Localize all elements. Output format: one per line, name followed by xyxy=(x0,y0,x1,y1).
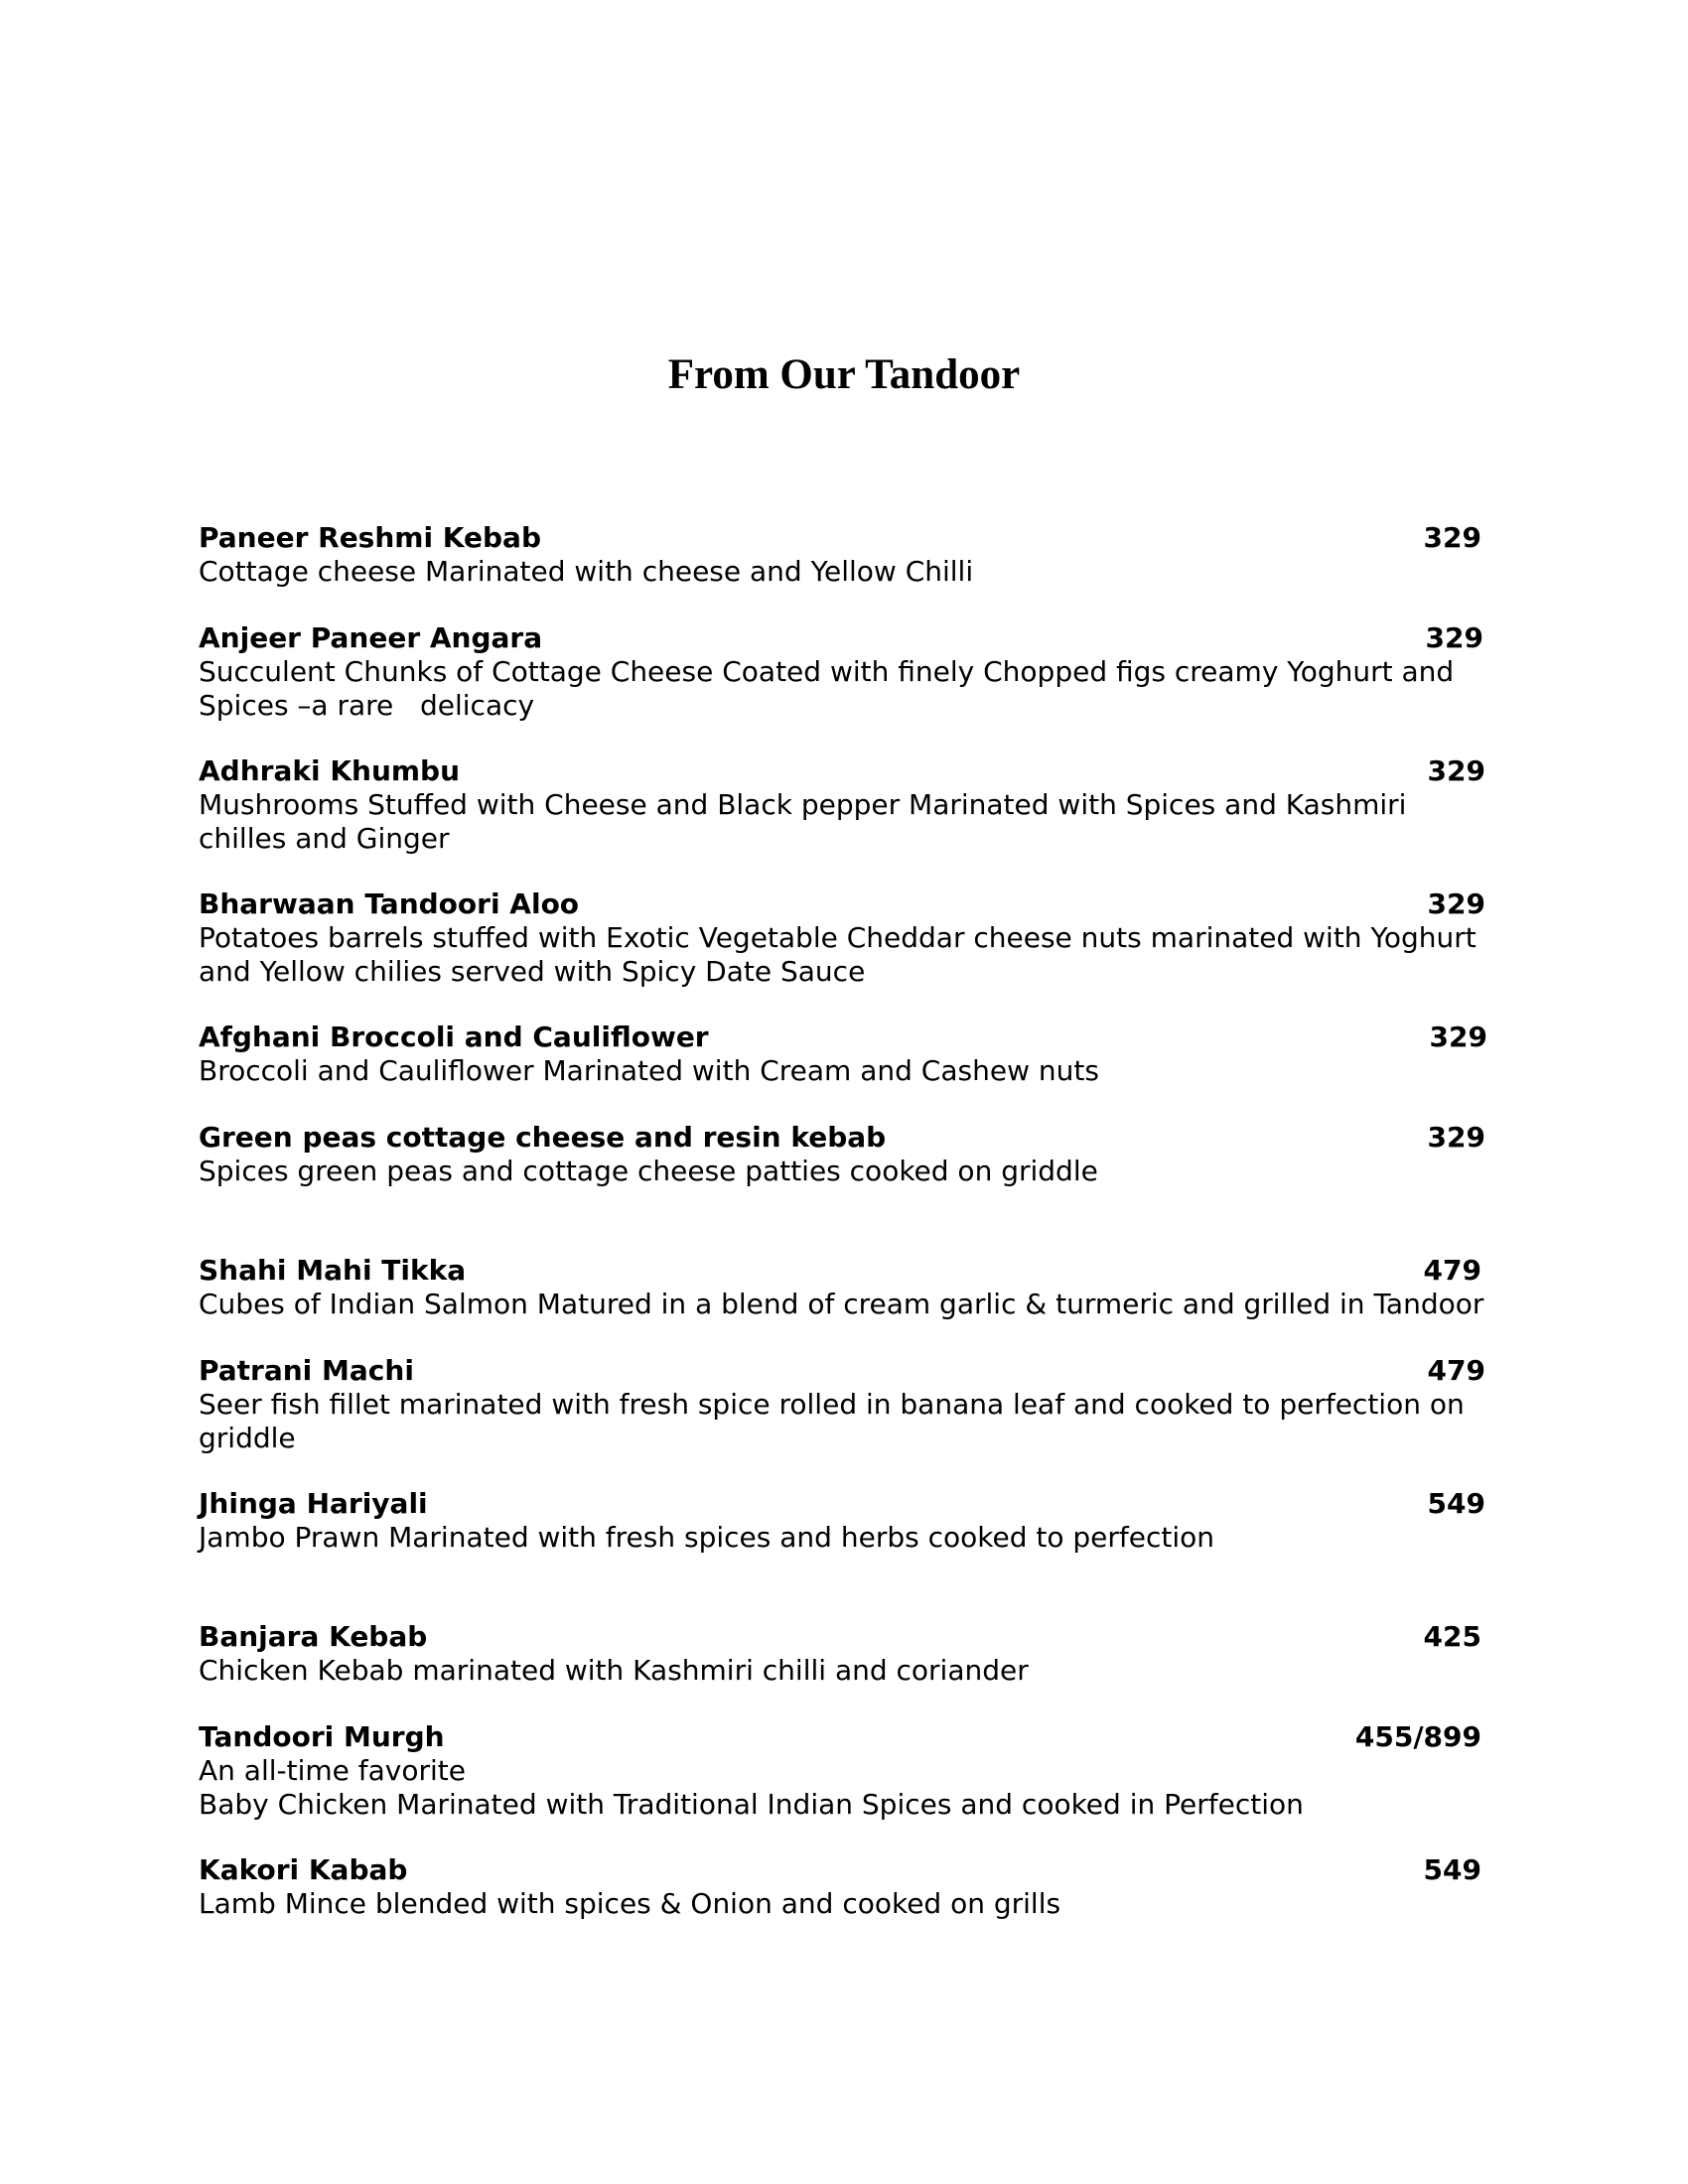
item-price: 425 xyxy=(1423,1620,1481,1653)
item-name: Patrani Machi xyxy=(199,1354,414,1387)
item-price: 479 xyxy=(1427,1354,1485,1387)
menu-item-afghani-broccoli-and-cauliflower xyxy=(199,1021,1489,1088)
menu-item-shahi-mahi-tikka xyxy=(199,1254,1489,1321)
item-description-line: Lamb Mince blended with spices & Onion and cooked on grills xyxy=(199,1887,1061,1920)
item-description-line: Chicken Kebab marinated with Kashmiri chilli and coriander xyxy=(199,1654,1029,1687)
item-description-line: griddle xyxy=(199,1422,296,1454)
item-description-line: Potatoes barrels stuffed with Exotic Vegetable Cheddar cheese nuts marinated with Yoghurt xyxy=(199,921,1477,954)
menu-item-patrani-machi xyxy=(199,1354,1489,1455)
item-description-line: and Yellow chilies served with Spicy Date Sauce xyxy=(199,955,866,988)
item-description-line: Spices –a rare delicacy xyxy=(199,689,535,722)
item-name: Adhraki Khumbu xyxy=(199,754,461,787)
menu-item-banjara-kebab xyxy=(199,1620,1489,1688)
item-name: Bharwaan Tandoori Aloo xyxy=(199,887,580,920)
menu-item-adhraki-khumbu xyxy=(199,754,1489,856)
item-description-line: chilles and Ginger xyxy=(199,822,450,855)
item-name: Banjara Kebab xyxy=(199,1620,428,1653)
item-price: 479 xyxy=(1423,1254,1481,1287)
item-description-line: Spices green peas and cottage cheese patties cooked on griddle xyxy=(199,1155,1098,1187)
item-description-line: An all-time favorite xyxy=(199,1754,466,1787)
item-price: 329 xyxy=(1427,1121,1485,1154)
item-name: Jhinga Hariyali xyxy=(199,1487,428,1520)
item-name: Afghani Broccoli and Cauliflower xyxy=(199,1021,709,1053)
menu-item-anjeer-paneer-angara xyxy=(199,621,1489,723)
item-name: Paneer Reshmi Kebab xyxy=(199,521,541,554)
item-name: Kakori Kabab xyxy=(199,1853,408,1886)
item-description-line: Baby Chicken Marinated with Traditional Indian Spices and cooked in Perfection xyxy=(199,1788,1304,1821)
menu-item-jhinga-hariyali xyxy=(199,1487,1489,1555)
item-name: Green peas cottage cheese and resin kebab xyxy=(199,1121,887,1154)
item-description-line: Succulent Chunks of Cottage Cheese Coated with finely Chopped figs creamy Yoghurt and xyxy=(199,655,1455,688)
item-description-line: Broccoli and Cauliflower Marinated with Cream and Cashew nuts xyxy=(199,1054,1099,1087)
item-name: Tandoori Murgh xyxy=(199,1720,445,1753)
item-price: 329 xyxy=(1427,887,1485,920)
item-price: 329 xyxy=(1427,754,1485,787)
item-price: 549 xyxy=(1427,1487,1485,1520)
item-description-line: Cottage cheese Marinated with cheese and Yellow Chilli xyxy=(199,555,974,588)
menu-item-paneer-reshmi-kebab xyxy=(199,521,1489,589)
item-price: 329 xyxy=(1429,1021,1487,1053)
menu-item-kakori-kabab xyxy=(199,1853,1489,1921)
item-description-line: Seer fish fillet marinated with fresh spice rolled in banana leaf and cooked to perfection on xyxy=(199,1388,1465,1421)
item-name: Shahi Mahi Tikka xyxy=(199,1254,467,1287)
menu-item-bharwaan-tandoori-aloo xyxy=(199,887,1489,989)
item-price: 329 xyxy=(1425,621,1483,654)
item-description-line: Cubes of Indian Salmon Matured in a blend of cream garlic & turmeric and grilled in Tandoor xyxy=(199,1288,1484,1320)
item-name: Anjeer Paneer Angara xyxy=(199,621,543,654)
item-price: 329 xyxy=(1423,521,1481,554)
menu-item-tandoori-murgh xyxy=(199,1720,1489,1822)
item-description-line: Mushrooms Stuffed with Cheese and Black pepper Marinated with Spices and Kashmiri xyxy=(199,788,1407,821)
item-description-line: Jambo Prawn Marinated with fresh spices and herbs cooked to perfection xyxy=(199,1521,1214,1554)
item-price: 455/899 xyxy=(1354,1720,1481,1753)
menu-item-green-peas-cottage-cheese-kebab xyxy=(199,1121,1489,1188)
page-title: From Our Tandoor xyxy=(667,351,1021,398)
item-price: 549 xyxy=(1423,1853,1481,1886)
